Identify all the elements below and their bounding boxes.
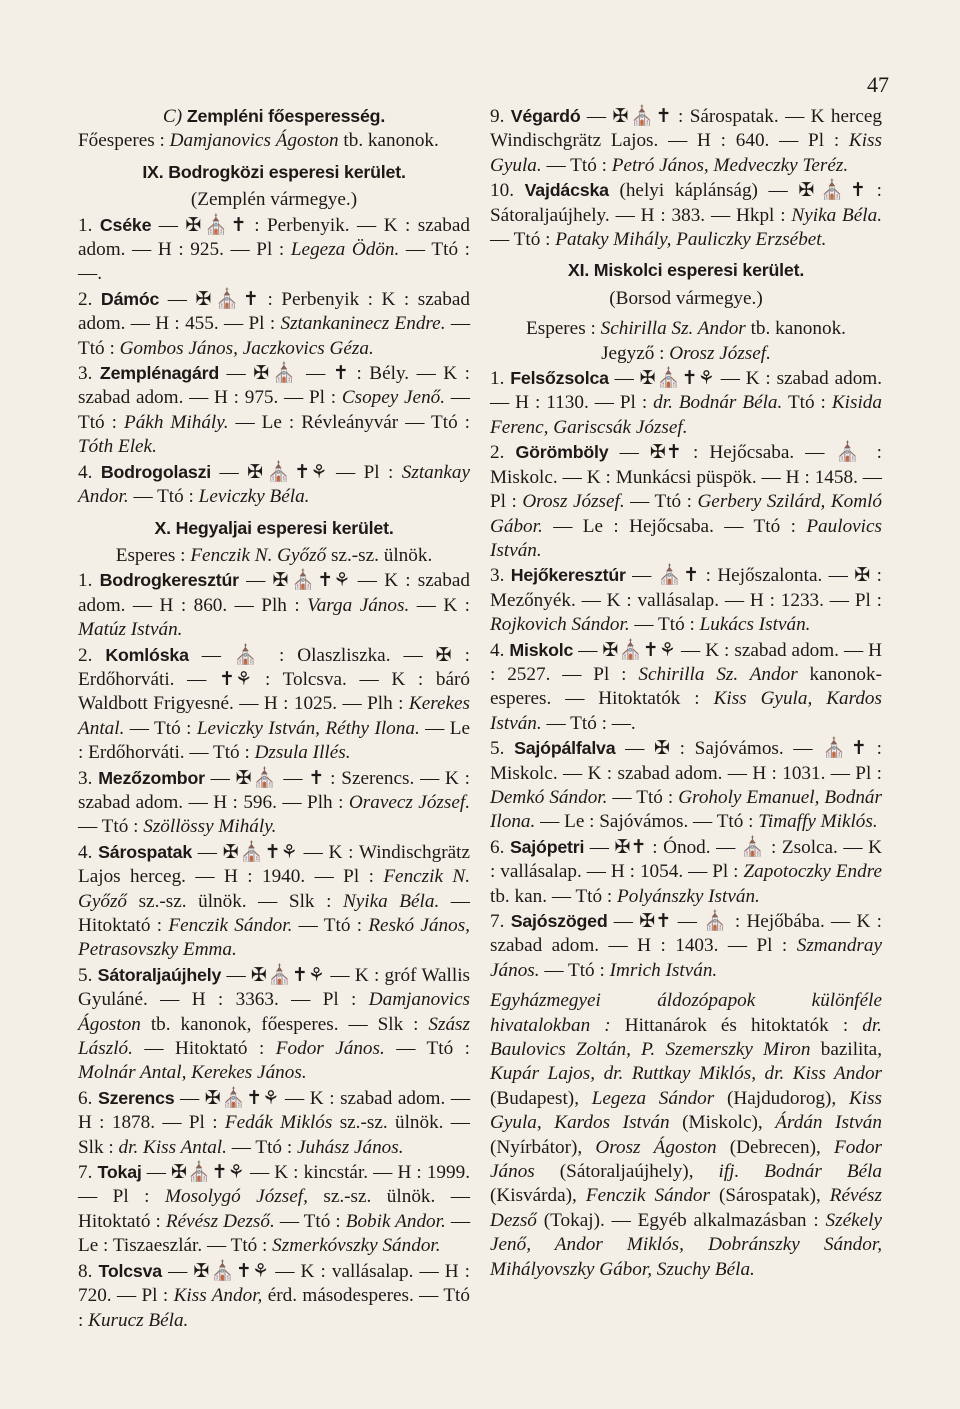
text-paragraph: 4. Sárospatak — ✠⛪✝⚘ — K : Windischgrätz Lajos herceg. — H : 1940. — Pl : Fenczik N. Győző sz.-sz. ülnök. — Slk : Nyika Béla. — Hitoktató : Fenczik Sándor. — Ttó : Reskó János, Petrasovszky Emma. bbox=[78, 841, 470, 961]
right-column bbox=[490, 104, 882, 1282]
text-paragraph: 6. Szerencs — ✠⛪✝⚘ — K : szabad adom. — H : 1878. — Pl : Fedák Miklós sz.-sz. ülnök. — Slk : dr. Kiss Antal. — Ttó : Juhász János. bbox=[78, 1087, 471, 1158]
left-column bbox=[78, 104, 470, 1333]
text-paragraph: 1. Felsőzsolca — ✠⛪✝⚘ — K : szabad adom. — H : 1130. — Pl : dr. Bodnár Béla. Ttó : Kisida Ferenc, Gariscsák József. bbox=[490, 368, 883, 438]
text-paragraph: 3. Zemplénagárd — ✠⛪ — ✝ : Bély. — K : szabad adom. — H : 975. — Pl : Csopey Jenő. — Ttó : Pákh Mihály. — Le : Révleányvár — Ttó : Tóth Elek. bbox=[78, 363, 471, 458]
text-paragraph: 8. Tolcsva — ✠⛪✝⚘ — K : vallásalap. — H : 720. — Pl : Kiss Andor, érd. másodesperes. — Ttó : Kurucz Béla. bbox=[78, 1260, 471, 1331]
text-paragraph: 2. Görömböly — ✠✝ : Hejőcsaba. — ⛪ : Miskolc. — K : Munkácsi püspök. — H : 1458. — Pl : Orosz József. — Ttó : Gerbery Szilárd, Komló Gábor. — Le : Hejőcsaba. — Ttó : Paulovics István. bbox=[490, 442, 883, 561]
text-paragraph: (Borsod vármegye.) bbox=[609, 287, 763, 309]
text-paragraph: 5. Sajópálfalva — ✠ : Sajóvámos. — ⛪✝ : Miskolc. — K : szabad adom. — H : 1031. — Pl : Demkó Sándor. — Ttó : Groholy Emanuel, Bodnár Ilona. — Le : Sajóvámos. — Ttó : Timaffy Miklós. bbox=[490, 738, 883, 833]
section-heading: XI. Miskolci esperesi kerület. bbox=[567, 260, 805, 281]
text-paragraph: Jegyző : Orosz József. bbox=[601, 342, 771, 364]
text-paragraph: 4. Miskolc — ✠⛪✝⚘ — K : szabad adom. — H : 2527. — Pl : Schirilla Sz. Andor kanonok-esperes. — Hitoktatók : Kiss Gyula, Kardos István. — Ttó : —. bbox=[490, 639, 883, 734]
page-number: 47 bbox=[867, 72, 889, 97]
text-paragraph: 1. Bodrogkeresztúr — ✠⛪✝⚘ — K : szabad adom. — H : 860. — Plh : Varga János. — K : Matúz István. bbox=[78, 570, 471, 641]
text-paragraph: 4. Bodrogolaszi — ✠⛪✝⚘ — Pl : Sztankay Andor. — Ttó : Leviczky Béla. bbox=[78, 461, 470, 508]
text-paragraph: 2. Dámóc — ✠⛪✝ : Perbenyik : K : szabad adom. — H : 455. — Pl : Sztankaninecz Endre. — Ttó : Gombos János, Jaczkovics Géza. bbox=[78, 288, 471, 359]
text-paragraph: 2. Komlóska — ⛪ : Olaszliszka. — ✠ : Erdőhorváti. — ✝⚘ : Tolcsva. — K : báró Waldbott Frigyesné. — H : 1025. — Plh : Kerekes Antal. — Ttó : Leviczky István, Réthy Ilona. — Le : Erdőhorváti. — Ttó : Dzsula Illés. bbox=[78, 644, 471, 764]
text-paragraph: Esperes : Fenczik N. Győző sz.-sz. ülnök. bbox=[115, 544, 433, 566]
text-paragraph: (Zemplén vármegye.) bbox=[190, 189, 358, 211]
text-paragraph: Főesperes : Damjanovics Ágoston tb. kanonok. bbox=[78, 130, 439, 152]
text-paragraph: 3. Hejőkeresztúr — ⛪✝ : Hejőszalonta. — ✠ : Mezőnyék. — K : vallásalap. — H : 1233. — Pl : Rojkovich Sándor. — Ttó : Lukács István. bbox=[490, 565, 882, 636]
section-heading: IX. Bodrogközi esperesi kerület. bbox=[142, 161, 406, 182]
text-paragraph: 1. Cséke — ✠⛪✝ : Perbenyik. — K : szabad adom. — H : 925. — Pl : Legeza Ödön. — Ttó : —. bbox=[78, 214, 470, 285]
text-paragraph: Esperes : Schirilla Sz. Andor tb. kanonok. bbox=[526, 318, 846, 340]
text-paragraph: 5. Sátoraljaújhely — ✠⛪✝⚘ — K : gróf Wallis Gyuláné. — H : 3363. — Pl : Damjanovics Ágoston tb. kanonok, főesperes. — Slk : Szász László. — Hitoktató : Fodor János. — Ttó : Molnár Antal, Kerekes János. bbox=[78, 964, 471, 1084]
section-heading: X. Hegyaljai esperesi kerület. bbox=[154, 517, 394, 538]
text-paragraph: C) Zempléni főesperesség. bbox=[162, 106, 386, 127]
text-paragraph: Egyházmegyei áldozópapok különféle hivatalokban : Hittanárok és hitoktatók : dr. Baulovics Zoltán, P. Szemerszky Miron bazilita, Kupár Lajos, dr. Ruttkay Miklós, dr. Kiss Andor (Budapest), Legeza Sándor (Hajdudorog), Kiss Gyula, Kardos István (Miskolc), Árdán István (Nyírbátor), Orosz Ágoston (Debrecen), Fodor János (Sátoraljaújhely), ifj. Bodnár Béla (Kisvárda), Fenczik Sándor (Sárospatak), Révész Dezső (Tokaj). — Egyéb alkalmazásban : Székely Jenő, Andor Miklós, Dobránszky Sándor, Mihályovszky Gábor, Szuchy Béla. bbox=[490, 990, 883, 1280]
text-paragraph: 7. Sajószöged — ✠✝ — ⛪ : Hejőbába. — K : szabad adom. — H : 1403. — Pl : Szmandray János. — Ttó : Imrich István. bbox=[490, 911, 882, 981]
text-paragraph: 9. Végardó — ✠⛪✝ : Sárospatak. — K herceg Windischgrätz Lajos. — H : 640. — Pl : Kiss Gyula. — Ttó : Petró János, Medveczky Teréz. bbox=[490, 106, 882, 176]
text-paragraph: 10. Vajdácska (helyi káplánság) — ✠⛪✝ : Sátoraljaújhely. — H : 383. — Hkpl : Nyika Béla. — Ttó : Pataky Mihály, Pauliczky Erzsébet. bbox=[490, 180, 882, 251]
text-paragraph: 7. Tokaj — ✠⛪✝⚘ — K : kincstár. — H : 1999. — Pl : Mosolygó József, sz.-sz. ülnök. — Hitoktató : Révész Dezső. — Ttó : Bobik Andor. — Le : Tiszaeszlár. — Ttó : Szmerkóvszky Sándor. bbox=[78, 1162, 471, 1257]
text-paragraph: 6. Sajópetri — ✠✝ : Ónod. — ⛪ : Zsolca. — K : vallásalap. — H : 1054. — Pl : Zapotoczky Endre tb. kan. — Ttó : Polyánszky István. bbox=[490, 836, 882, 907]
text-paragraph: 3. Mezőzombor — ✠⛪ — ✝ : Szerencs. — K : szabad adom. — H : 596. — Plh : Oravecz József. — Ttó : Szöllössy Mihály. bbox=[78, 767, 471, 838]
